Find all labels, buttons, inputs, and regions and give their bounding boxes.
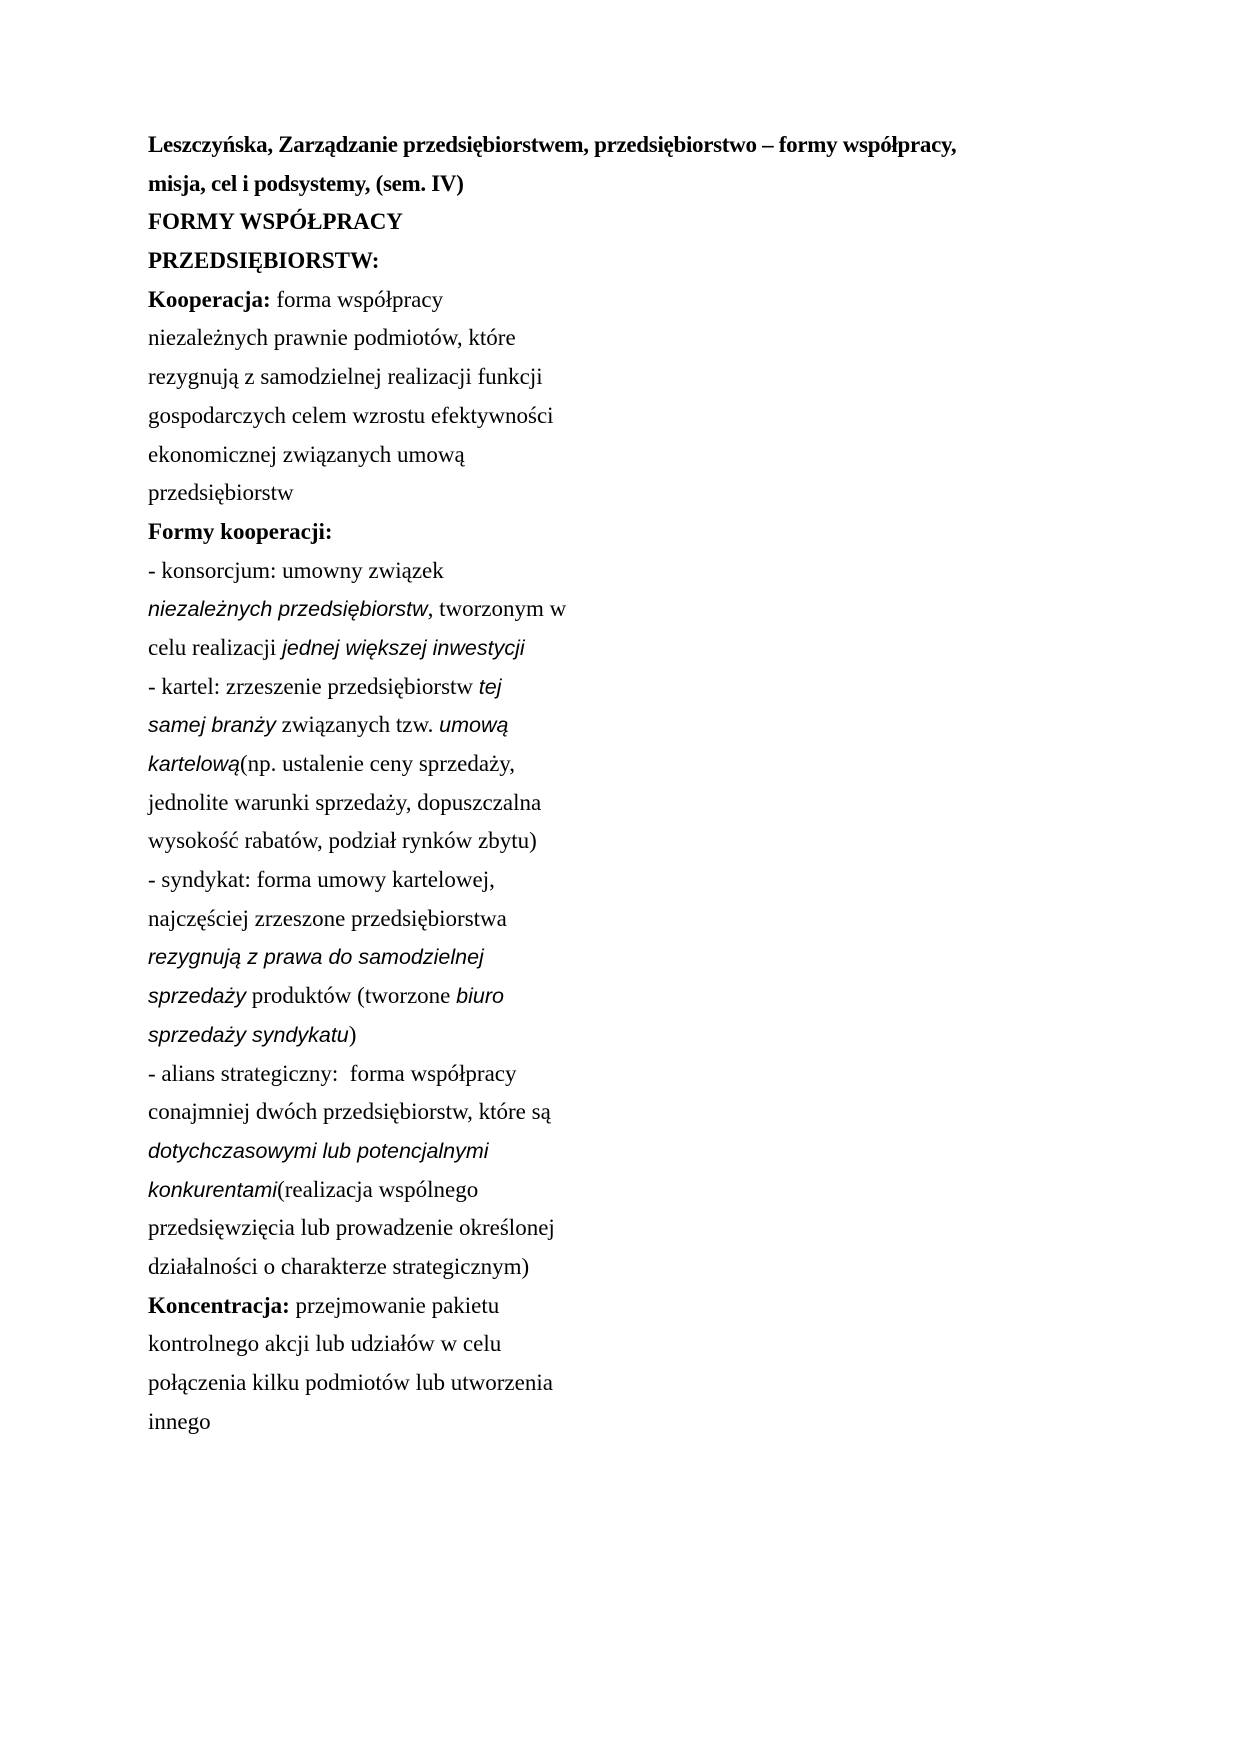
document-title-line-1: Leszczyńska, Zarządzanie przedsiębiorstwem, przedsiębiorstwo – formy współpracy, bbox=[148, 132, 957, 157]
emphasis: niezależnych przedsiębiorstw bbox=[148, 597, 428, 622]
text: produktów (tworzone bbox=[246, 983, 457, 1009]
emphasis: sprzedaży bbox=[148, 984, 246, 1009]
term-kooperacja: Kooperacja: bbox=[148, 286, 271, 312]
koncentracja-definition bbox=[148, 1287, 1068, 1326]
section-heading-line-1: FORMY WSPÓŁPRACY bbox=[148, 209, 403, 235]
emphasis: konkurentami bbox=[148, 1177, 278, 1202]
konsorcjum-line-2 bbox=[148, 590, 1068, 629]
alians-line-4 bbox=[148, 1171, 1068, 1210]
text-line: połączenia kilku podmiotów lub utworzenia bbox=[148, 1370, 553, 1395]
syndykat-line-3 bbox=[148, 938, 1068, 977]
text: - kartel: zrzeszenie przedsiębiorstw bbox=[148, 673, 479, 699]
alians-line-3 bbox=[148, 1132, 1068, 1171]
text: , tworzonym w bbox=[427, 596, 567, 622]
text-line: ekonomicznej związanych umową bbox=[148, 441, 465, 467]
term-koncentracja: Koncentracja: bbox=[148, 1292, 290, 1318]
section-heading-line-2: PRZEDSIĘBIORSTW: bbox=[148, 248, 380, 274]
text: przejmowanie pakietu bbox=[289, 1292, 500, 1318]
alians-line-6: działalności o charakterze strategicznym) bbox=[148, 1253, 530, 1279]
text-line: niezależnych prawnie podmiotów, które bbox=[148, 325, 516, 351]
syndykat-line-4 bbox=[148, 977, 1068, 1016]
emphasis: samej branży bbox=[148, 713, 276, 738]
syndykat-line-5 bbox=[148, 1016, 1068, 1055]
alians-line-2: conajmniej dwóch przedsiębiorstw, które są bbox=[148, 1099, 551, 1125]
text-line: innego bbox=[148, 1408, 211, 1434]
emphasis: jednej większej inwestycji bbox=[282, 635, 525, 660]
kartel-line-4: jednolite warunki sprzedaży, dopuszczalna bbox=[148, 789, 542, 815]
document-title-line-2: misja, cel i podsystemy, (sem. IV) bbox=[148, 170, 464, 196]
document-page bbox=[148, 126, 1068, 1441]
text-line: przedsiębiorstw bbox=[148, 480, 294, 506]
kartel-line-1 bbox=[148, 668, 1068, 707]
text-line: rezygnują z samodzielnej realizacji funkcji bbox=[148, 364, 543, 390]
kartel-line-2 bbox=[148, 706, 1068, 745]
konsorcjum-line-3 bbox=[148, 629, 1068, 668]
subheading-formy-kooperacji: Formy kooperacji: bbox=[148, 518, 333, 544]
syndykat-line-2: najczęściej zrzeszone przedsiębiorstwa bbox=[148, 905, 507, 931]
syndykat-line-1: - syndykat: forma umowy kartelowej, bbox=[148, 867, 495, 893]
text: (np. ustalenie ceny sprzedaży, bbox=[240, 751, 516, 776]
emphasis: rezygnują z prawa do samodzielnej bbox=[148, 945, 484, 970]
emphasis: kartelową bbox=[148, 752, 241, 776]
text: celu realizacji bbox=[148, 634, 283, 660]
alians-line-1: - alians strategiczny: forma współpracy bbox=[148, 1060, 517, 1086]
text: forma współpracy bbox=[270, 286, 444, 312]
kartel-line-5: wysokość rabatów, podział rynków zbytu) bbox=[148, 828, 537, 854]
alians-line-5: przedsięwzięcia lub prowadzenie określonej bbox=[148, 1215, 555, 1241]
emphasis: umową bbox=[439, 713, 509, 738]
text: (realizacja wspólnego bbox=[277, 1176, 479, 1202]
emphasis: biuro bbox=[456, 984, 504, 1009]
text-line: gospodarczych celem wzrostu efektywności bbox=[148, 402, 554, 428]
kooperacja-definition bbox=[148, 281, 1068, 320]
emphasis: tej bbox=[478, 674, 502, 699]
kartel-line-3 bbox=[148, 745, 1068, 784]
konsorcjum-line-1: - konsorcjum: umowny związek bbox=[148, 557, 444, 583]
text: związanych tzw. bbox=[275, 712, 440, 738]
text-line: kontrolnego akcji lub udziałów w celu bbox=[148, 1331, 502, 1357]
emphasis: dotychczasowymi lub potencjalnymi bbox=[148, 1138, 489, 1163]
text: ) bbox=[348, 1021, 357, 1047]
emphasis: sprzedaży syndykatu bbox=[148, 1022, 349, 1047]
